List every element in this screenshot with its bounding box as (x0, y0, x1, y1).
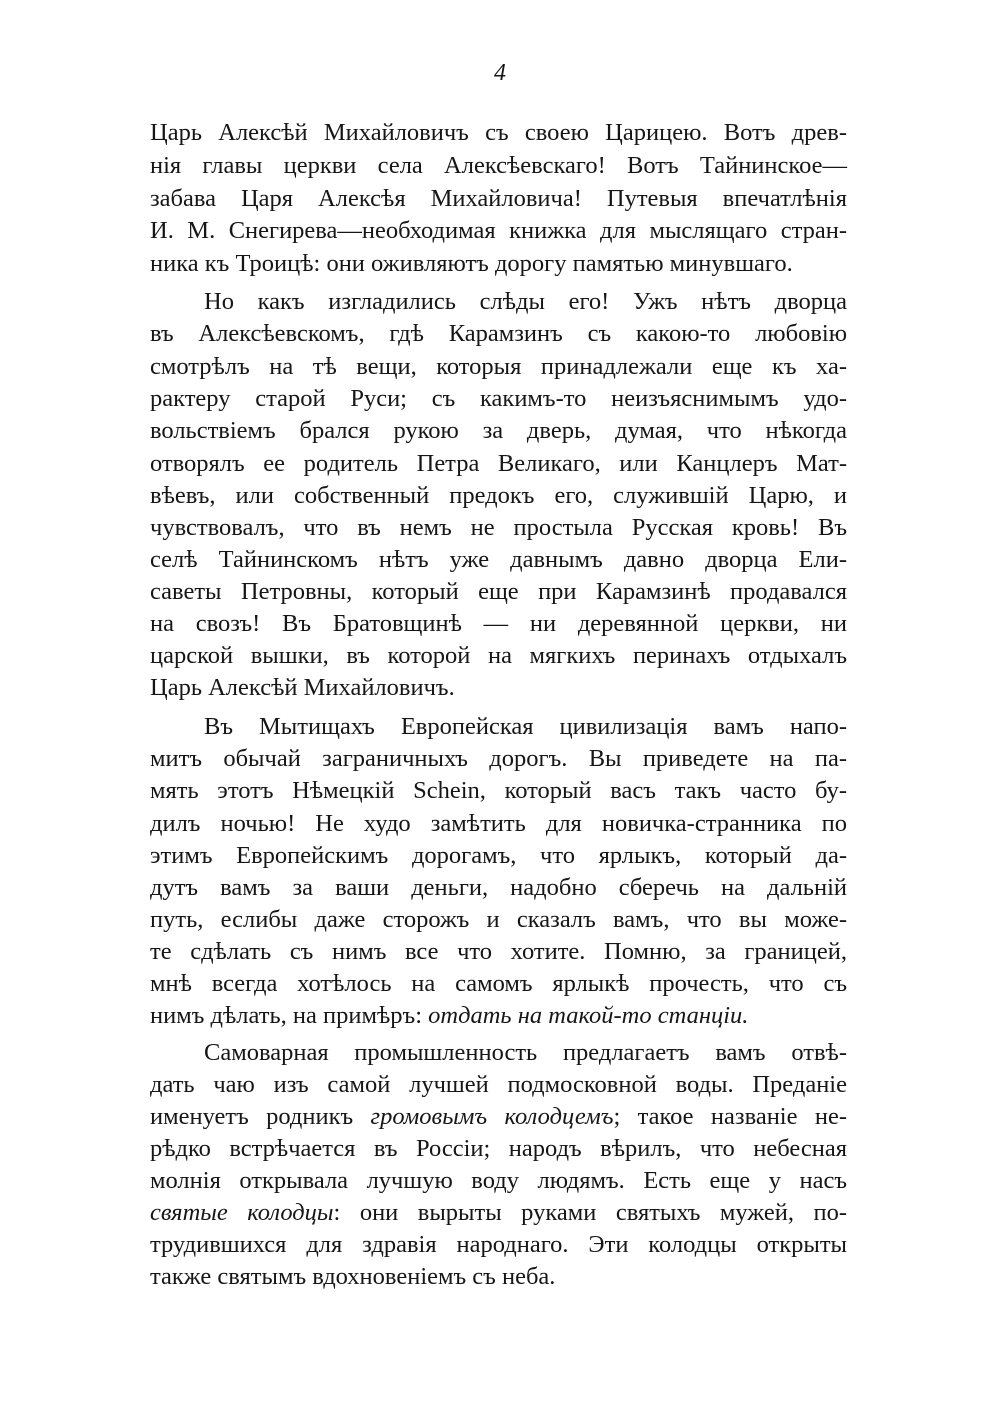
text-line: мять этотъ Нѣмецкій Schein, который васъ такъ часто бу- (150, 777, 847, 804)
text-line: чувствовалъ, что въ немъ не простыла Русская кровь! Въ (150, 514, 847, 541)
text-line: на свозъ! Въ Братовщинѣ — ни деревянной церкви, ни (150, 610, 847, 637)
text-line: Царь Алексѣй Михайловичъ съ своею Царицею. Вотъ древ- (150, 119, 847, 146)
italic-text: громовымъ колодцемъ (370, 1103, 614, 1130)
text-line: путь, еслибы даже сторожъ и сказалъ вамъ, что вы може- (150, 906, 847, 933)
text-line: въ Алексѣевскомъ, гдѣ Карамзинъ съ какою-то любовію (150, 320, 847, 347)
text-line: дилъ ночью! Не худо замѣтить для новичка-странника по (150, 810, 847, 837)
text-line: Но какъ изгладились слѣды его! Ужъ нѣтъ дворца (204, 288, 847, 315)
text-line: Самоварная промышленность предлагаетъ вамъ отвѣ- (204, 1039, 847, 1066)
text-line: Царь Алексѣй Михайловичъ. (150, 674, 455, 701)
text-line: селѣ Тайнинскомъ нѣтъ уже давнымъ давно дворца Ели- (150, 546, 847, 573)
text-line: молнія открывала лучшую воду людямъ. Есть еще у насъ (150, 1167, 847, 1194)
text-segment: ; такое названіе не- (613, 1103, 847, 1130)
italic-text: святые колодцы (150, 1199, 334, 1226)
text-line: трудившихся для здравія народнаго. Эти колодцы открыты (150, 1231, 847, 1258)
text-line: вѣевъ, или собственный предокъ его, служившій Царю, и (150, 482, 847, 509)
text-line: дутъ вамъ за ваши деньги, надобно сберечь на дальній (150, 874, 847, 901)
text-line: дать чаю изъ самой лучшей подмосковной воды. Преданіе (150, 1071, 847, 1098)
italic-text: отдать на такой-то станціи. (428, 1002, 749, 1029)
text-line: митъ обычай заграничныхъ дорогъ. Вы приведете на па- (150, 745, 847, 772)
text-segment: именуетъ родникъ (150, 1103, 371, 1130)
text-segment: : они вырыты руками святыхъ мужей, по- (333, 1199, 847, 1226)
text-line: саветы Петровны, который еще при Карамзинѣ продавался (150, 578, 847, 605)
text-line: этимъ Европейскимъ дорогамъ, что ярлыкъ, который да- (150, 842, 847, 869)
text-line: царской вышки, въ которой на мягкихъ перинахъ отдыхалъ (150, 642, 847, 669)
text-line: Въ Мытищахъ Европейская цивилизація вамъ напо- (204, 713, 847, 740)
text-line: И. М. Снегирева—необходимая книжка для мыслящаго стран- (150, 217, 847, 244)
text-line: ника къ Троицѣ: они оживляютъ дорогу памятью минувшаго. (150, 250, 793, 277)
text-line: нія главы церкви села Алексѣевскаго! Вотъ Тайнинское— (150, 152, 847, 179)
text-line: вольствіемъ брался рукою за дверь, думая, что нѣкогда (150, 417, 847, 444)
text-line: также святымъ вдохновеніемъ съ неба. (150, 1263, 556, 1290)
text-line: мнѣ всегда хотѣлось на самомъ ярлыкѣ прочесть, что съ (150, 970, 847, 997)
text-line: смотрѣлъ на тѣ вещи, которыя принадлежали еще къ ха- (150, 353, 847, 380)
text-line (150, 997, 847, 1035)
text-line: забава Царя Алексѣя Михайловича! Путевыя впечатлѣнія (150, 185, 847, 212)
text-line: рѣдко встрѣчается въ Россіи; народъ вѣрилъ, что небесная (150, 1135, 847, 1162)
text-line: рактеру старой Руси; съ какимъ-то неизъяснимымъ удо- (150, 385, 847, 412)
text-segment: нимъ дѣлать, на примѣръ: (150, 1002, 429, 1029)
page-number: 4 (494, 60, 506, 86)
text-line: те сдѣлать съ нимъ все что хотите. Помню, за границей, (150, 938, 847, 965)
text-line: отворялъ ее родитель Петра Великаго, или Канцлеръ Мат- (150, 450, 847, 477)
